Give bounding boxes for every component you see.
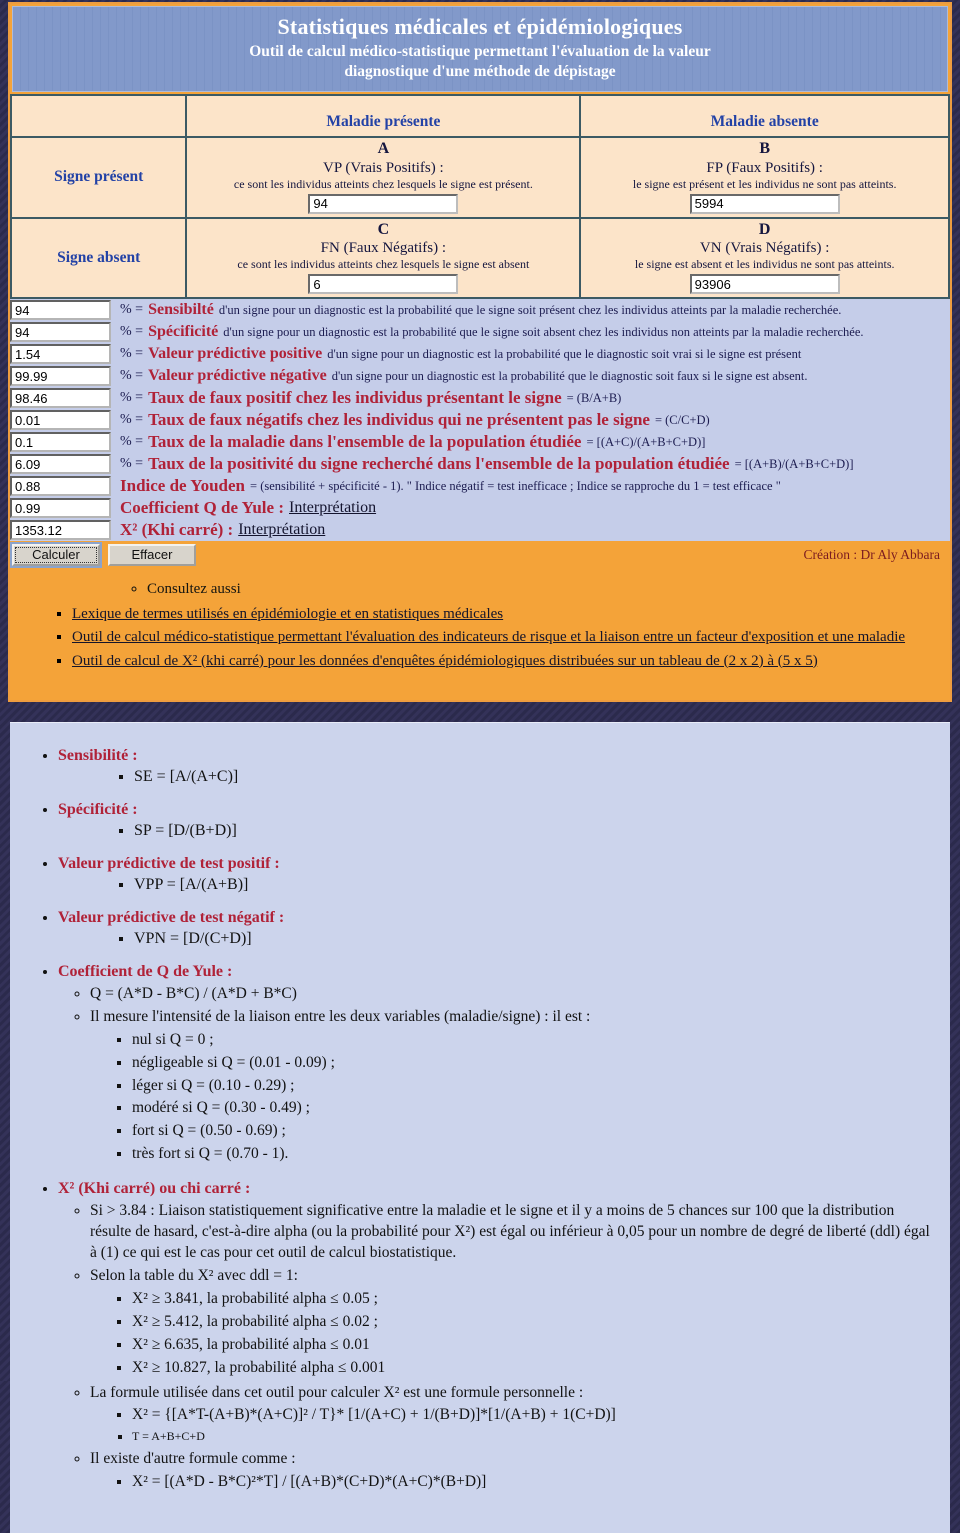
sensitivity-value-input[interactable] [10, 300, 111, 320]
section-heading: Valeur prédictive de test négatif : [58, 908, 285, 926]
yule-formula: ◦ Q = (A*D - B*C) / (A*D + B*C) [90, 984, 932, 1005]
corner-cell [11, 95, 186, 137]
yule-interpretation-link[interactable]: Interprétation [289, 499, 377, 517]
cell-name-vp: VP (Vrais Positifs) : [323, 159, 444, 176]
khi-table-row: ▪ X² ≥ 10.827, la probabilité alpha ≤ 0.001 [132, 1358, 932, 1379]
percent-prefix: % = [120, 302, 144, 318]
yule-level: ▪ nul si Q = 0 ; [132, 1030, 932, 1051]
khi-table-row: ▪ X² ≥ 3.841, la probabilité alpha ≤ 0.05 ; [132, 1289, 932, 1310]
result-row-specificity [10, 321, 950, 343]
results-section [10, 299, 950, 541]
cell-name-fp: FP (Faux Positifs) : [706, 159, 823, 176]
result-row-ppv [10, 343, 950, 365]
cell-desc-vn: le signe est absent et les individus ne sont pas atteints. [634, 257, 895, 272]
cell-letter-b: B [759, 140, 770, 158]
result-term: Coefficient Q de Yule : [120, 498, 284, 518]
result-term: Sensibilté [148, 301, 214, 319]
result-row-sign-positivity-rate [10, 453, 950, 475]
chi-squared-tool-link[interactable]: Outil de calcul de X² (khi carré) pour les données d'enquêtes épidémiologiques distribuées sur un tableau de (2 x 2) à (5 x 5) [72, 652, 818, 669]
percent-prefix: % = [120, 390, 144, 406]
result-row-disease-rate [10, 431, 950, 453]
clear-button[interactable]: Effacer [108, 544, 196, 566]
actions-bar [10, 541, 950, 568]
row-header-sign-present: Signe présent [54, 168, 144, 186]
page-title: Statistiques médicales et épidémiologiques [277, 14, 683, 39]
result-formula: = [(A+C)/(A+B+C+D)] [586, 434, 706, 449]
result-formula: = [(A+B)/(A+B+C+D)] [734, 456, 854, 471]
contingency-table [10, 94, 950, 299]
result-term: Valeur prédictive négative [148, 367, 327, 385]
khi-formula-main: ▪ X² = {[A*T-(A+B)*(A+C)]² / T}* [1/(A+C) + 1/(B+D)]*[1/(A+B) + 1(C+D)] [132, 1405, 932, 1426]
cell-desc-vp: ce sont les individus atteints chez lesquels le signe est présent. [233, 176, 533, 191]
specificity-value-input[interactable] [10, 322, 111, 342]
input-true-negatives[interactable] [690, 274, 840, 294]
input-false-negatives[interactable] [308, 274, 458, 294]
row-header-sign-absent: Signe absent [57, 248, 141, 266]
see-also-label: ◦ Consultez aussi [147, 581, 926, 598]
false-negative-rate-input[interactable] [10, 410, 111, 430]
calculate-button[interactable]: Calculer [12, 544, 100, 566]
result-desc: d'un signe pour un diagnostic est la probabilité que le diagnostic soit faux si le signe est absent. [331, 368, 808, 383]
yule-q-input[interactable] [10, 498, 111, 518]
formula-vpp: ▪ VPP = [A/(A+B)] [134, 876, 932, 894]
result-formula: = (B/A+B) [566, 390, 622, 405]
input-true-positives[interactable] [308, 194, 458, 214]
khi-other-block [90, 1449, 932, 1493]
calculator-frame [8, 2, 952, 702]
chi-squared-interpretation-link[interactable]: Interprétation [238, 521, 326, 539]
disease-rate-input[interactable] [10, 432, 111, 452]
percent-prefix: % = [120, 456, 144, 472]
khi-significance: ◦ Si > 3.84 : Liaison statistiquement significative entre la maladie et le signe et il y a moins de 5 chances sur 100 que la distribution résulte de hasard, c'est-à-dire alpha (ou la probabilité pour X²) est égal ou inférieur à 0,05 pour un nombre de degré de liberté (ddl) égal à (1) ce qui est le cas pour cet outil de calcul biostatistique. [90, 1201, 932, 1264]
result-row-sensitivity [10, 299, 950, 321]
cell-false-negatives [186, 218, 580, 298]
cell-name-fn: FN (Faux Négatifs) : [320, 240, 447, 257]
cell-true-negatives [580, 218, 949, 298]
khi-other-formula: ▪ X² = [(A*D - B*C)²*T] / [(A+B)*(C+D)*(A+C)*(B+D)] [132, 1472, 932, 1493]
result-desc: = (sensibilité + spécificité - 1). " Indice négatif = test inefficace ; Indice se rapproche du 1 = test efficace " [250, 478, 781, 493]
see-also-section [10, 568, 950, 700]
result-desc: d'un signe pour un diagnostic est la probabilité que le signe soit absent chez les individus non atteints par la maladie recherchée. [223, 324, 864, 339]
percent-prefix: % = [120, 434, 144, 450]
formula-vpn: ▪ VPN = [D/(C+D)] [134, 930, 932, 948]
result-row-chi-squared [10, 519, 950, 541]
false-positive-rate-input[interactable] [10, 388, 111, 408]
cell-desc-fp: le signe est présent et les individus ne sont pas atteints. [632, 176, 897, 191]
section-npv [58, 909, 932, 948]
result-row-false-positive-rate [10, 387, 950, 409]
khi-formula-intro: La formule utilisée dans cet outil pour calculer X² est une formule personnelle : [90, 1383, 584, 1401]
column-header-disease-absent: Maladie absente [710, 113, 819, 131]
yule-intro [90, 1007, 932, 1165]
yule-intro-text: Il mesure l'intensité de la liaison entre les deux variables (maladie/signe) : il est : [90, 1007, 591, 1025]
formula-sp: ▪ SP = [D/(B+D)] [134, 822, 932, 840]
percent-prefix: % = [120, 412, 144, 428]
input-false-positives[interactable] [690, 194, 840, 214]
explanations-panel [10, 722, 950, 1533]
result-formula: = (C/C+D) [654, 412, 710, 427]
cell-false-positives [580, 137, 949, 217]
khi-formula-block [90, 1383, 932, 1445]
section-sensitivity [58, 747, 932, 786]
section-heading: Valeur prédictive de test positif : [58, 854, 280, 872]
ppv-value-input[interactable] [10, 344, 111, 364]
section-heading: Spécificité : [58, 800, 138, 818]
yule-level: ▪ léger si Q = (0.10 - 0.29) ; [132, 1076, 932, 1097]
column-header-disease-present: Maladie présente [326, 113, 441, 131]
risk-indicators-tool-link[interactable]: Outil de calcul médico-statistique permettant l'évaluation des indicateurs de risque et la liaison entre un facteur d'exposition et une maladie [72, 629, 906, 646]
khi-table-row: ▪ X² ≥ 6.635, la probabilité alpha ≤ 0.01 [132, 1335, 932, 1356]
see-also-item [72, 627, 926, 647]
result-term: Taux de faux positif chez les individus présentant le signe [148, 388, 562, 408]
result-term: Spécificité [148, 323, 219, 341]
result-desc: d'un signe pour un diagnostic est la probabilité que le signe soit présent chez les individus atteints par la maladie recherchée. [218, 302, 842, 317]
cell-true-positives [186, 137, 580, 217]
see-also-item [72, 604, 926, 624]
section-yule-q [58, 963, 932, 1165]
result-term: X² (Khi carré) : [120, 520, 234, 540]
result-row-youden-index [10, 475, 950, 497]
khi-table-intro: Selon la table du X² avec ddl = 1: [90, 1266, 298, 1284]
formula-se: ▪ SE = [A/(A+C)] [134, 768, 932, 786]
khi-formula-t: ▪ T = A+B+C+D [132, 1428, 932, 1444]
cell-name-vn: VN (Vrais Négatifs) : [699, 240, 830, 257]
youden-index-input[interactable] [10, 476, 111, 496]
see-also-item [72, 651, 926, 671]
result-term: Indice de Youden [120, 476, 246, 496]
yule-level: ▪ modéré si Q = (0.30 - 0.49) ; [132, 1098, 932, 1119]
sign-positivity-rate-input[interactable] [10, 454, 111, 474]
result-row-npv [10, 365, 950, 387]
result-row-yule-q [10, 497, 950, 519]
section-heading: X² (Khi carré) ou chi carré : [58, 1180, 251, 1198]
section-heading: Coefficient de Q de Yule : [58, 962, 233, 980]
page-subtitle-line1: Outil de calcul médico-statistique permettant l'évaluation de la valeur [249, 43, 711, 60]
cell-letter-a: A [377, 140, 390, 158]
result-desc: d'un signe pour un diagnostic est la probabilité que le diagnostic soit vrai si le signe est présent [327, 346, 802, 361]
section-heading: Sensibilité : [58, 746, 138, 764]
khi-other-intro: Il existe d'autre formule comme : [90, 1449, 296, 1467]
author-credit: Création : Dr Aly Abbara [803, 546, 940, 562]
yule-level: ▪ très fort si Q = (0.70 - 1). [132, 1144, 932, 1165]
npv-value-input[interactable] [10, 366, 111, 386]
result-row-false-negative-rate [10, 409, 950, 431]
section-specificity [58, 801, 932, 840]
khi-table [90, 1266, 932, 1379]
percent-prefix: % = [120, 324, 144, 340]
result-term: Taux de faux négatifs chez les individus qui ne présentent pas le signe [148, 410, 650, 430]
percent-prefix: % = [120, 346, 144, 362]
cell-letter-d: D [758, 220, 771, 238]
percent-prefix: % = [120, 368, 144, 384]
result-term: Taux de la positivité du signe recherché dans l'ensemble de la population étudiée [148, 454, 730, 474]
result-term: Taux de la maladie dans l'ensemble de la population étudiée [148, 432, 582, 452]
yule-level: ▪ négligeable si Q = (0.01 - 0.09) ; [132, 1053, 932, 1074]
page-subtitle-line2: diagnostique d'une méthode de dépistage [344, 63, 616, 81]
khi-table-row: ▪ X² ≥ 5.412, la probabilité alpha ≤ 0.02 ; [132, 1312, 932, 1333]
section-ppv [58, 855, 932, 894]
section-chi-squared [58, 1180, 932, 1492]
chi-squared-input[interactable] [10, 520, 111, 540]
lexicon-link[interactable]: Lexique de termes utilisés en épidémiologie et en statistiques médicales [72, 606, 504, 623]
yule-level: ▪ fort si Q = (0.50 - 0.69) ; [132, 1121, 932, 1142]
cell-desc-fn: ce sont les individus atteints chez lesquels le signe est absent [237, 257, 530, 272]
cell-letter-c: C [377, 220, 390, 238]
page-header [12, 6, 948, 92]
result-term: Valeur prédictive positive [148, 345, 323, 363]
